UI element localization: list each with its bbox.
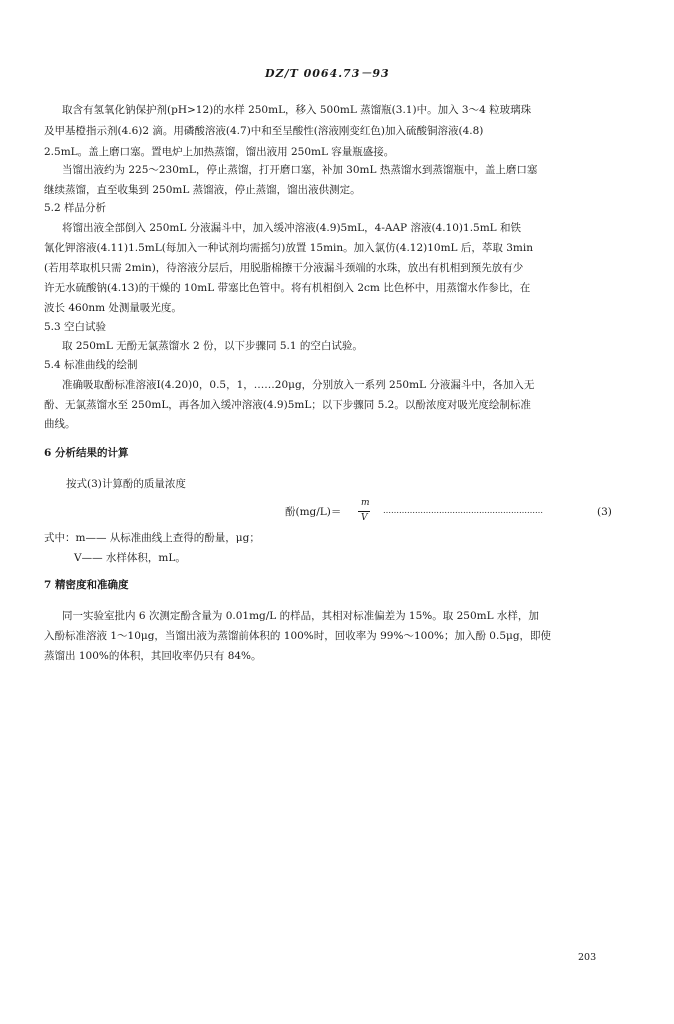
paragraph-line: 同一实验室批内 6 次测定酚含量为 0.01mg/L 的样品，其相对标准偏差为 15%。取 250mL 水样，加 (62, 610, 539, 622)
paragraph-line: 继续蒸馏，直至收集到 250mL 蒸馏液，停止蒸馏，馏出液供测定。 (44, 184, 361, 196)
where-line: 式中：m—— 从标准曲线上查得的酚量，μg； (44, 532, 260, 544)
section-heading-5-4: 5.4 标准曲线的绘制 (44, 359, 138, 371)
section-heading-5-3: 5.3 空白试验 (44, 321, 107, 333)
paragraph-line: 取 250mL 无酚无氯蒸馏水 2 份，以下步骤同 5.1 的空白试验。 (62, 340, 363, 352)
paragraph-line: 按式(3)计算酚的质量浓度 (66, 478, 186, 490)
paragraph-line: 及甲基橙指示剂(4.6)2 滴。用磷酸溶液(4.7)中和至呈酸性(溶液刚变红色)加入硫酸铜溶液(4.8) (44, 125, 484, 137)
formula-leader-dots: …………………………………………………… (383, 506, 543, 515)
paragraph-line: 许无水硫酸钠(4.13)的干燥的 10mL 带塞比色管中。将有机相倒入 2cm 比色杯中，用蒸馏水作参比，在 (44, 282, 531, 294)
formula-number: (3) (597, 506, 612, 518)
section-heading-7: 7 精密度和准确度 (44, 579, 129, 591)
paragraph-line: 准确吸取酚标准溶液Ⅰ(4.20)0，0.5，1，……20μg，分别放入一系列 250mL 分液漏斗中，各加入无 (62, 379, 535, 391)
paragraph-line: (若用萃取机只需 2min)，待溶液分层后，用脱脂棉擦干分液漏斗颈端的水珠，放出有机相到预先放有少 (44, 262, 524, 274)
paragraph-line: 氰化钾溶液(4.11)1.5mL(每加入一种试剂均需摇匀)放置 15min。加入氯仿(4.12)10mL 后，萃取 3min (44, 242, 533, 254)
page-number: 203 (578, 952, 597, 963)
formula-denominator: V (361, 513, 368, 523)
paragraph-line: 取含有氢氧化钠保护剂(pH>12)的水样 250mL，移入 500mL 蒸馏瓶(3.1)中。加入 3～4 粒玻璃珠 (62, 104, 532, 116)
paragraph-line: 入酚标准溶液 1～10μg，当馏出液为蒸馏前体积的 100%时，回收率为 99%～100%；加入酚 0.5μg，即使 (44, 630, 552, 642)
paragraph-line: 将馏出液全部倒入 250mL 分液漏斗中，加入缓冲溶液(4.9)5mL，4-AAP 溶液(4.10)1.5mL 和铁 (62, 222, 521, 234)
section-heading-6: 6 分析结果的计算 (44, 447, 129, 459)
paragraph-line: 波长 460nm 处测量吸光度。 (44, 302, 182, 314)
where-line: V—— 水样体积，mL。 (74, 552, 186, 564)
paragraph-line: 当馏出液约为 225～230mL，停止蒸馏，打开磨口塞，补加 30mL 热蒸馏水到蒸馏瓶中，盖上磨口塞 (62, 164, 538, 176)
section-heading-5-2: 5.2 样品分析 (44, 202, 107, 214)
formula-lhs: 酚(mg/L)＝ (285, 506, 342, 518)
page-header: DZ/T 0064.73－93 (265, 67, 390, 80)
formula-numerator: m (361, 498, 370, 508)
paragraph-line: 蒸馏出 100%的体积，其回收率仍只有 84%。 (44, 650, 262, 662)
formula-3 (285, 496, 625, 526)
paragraph-line: 曲线。 (44, 418, 76, 430)
paragraph-line: 酚、无氯蒸馏水至 250mL，再各加入缓冲溶液(4.9)5mL；以下步骤同 5.2。以酚浓度对吸光度绘制标准 (44, 399, 531, 411)
paragraph-line: 2.5mL。盖上磨口塞。置电炉上加热蒸馏，馏出液用 250mL 容量瓶盛接。 (44, 146, 395, 158)
